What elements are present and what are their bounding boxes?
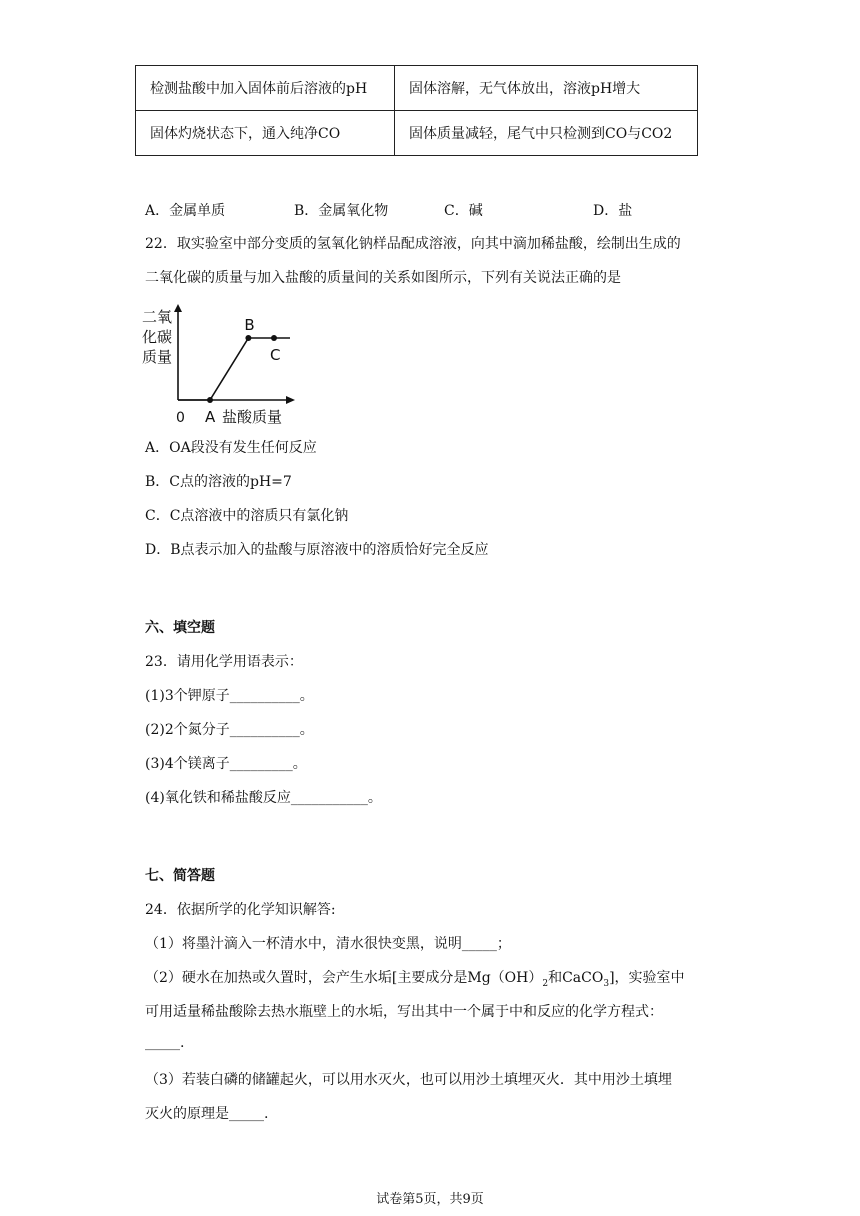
experiment-table [135,65,698,156]
q23-item-1: (1)3个钾原子__________。 [145,688,314,704]
section7-heading: 七、简答题 [145,868,215,884]
q22-option-a: A．OA段没有发生任何反应 [145,440,317,456]
origin-label: 0 [176,410,185,426]
x-axis-label: 盐酸质量 [222,408,283,426]
table-cell-result: 固体溶解，无气体放出，溶液pH增大 [395,66,698,111]
table-cell-test: 固体灼烧状态下，通入纯净CO [136,111,395,156]
q21-option-c: C．碱 [444,203,483,219]
point-b [245,335,251,341]
q23-item-4: (4)氧化铁和稀盐酸反应___________。 [145,790,382,806]
q24-part-3-line2: 灭火的原理是_____. [145,1106,269,1122]
table-row [136,66,698,111]
q23-item-2: (2)2个氮分子__________。 [145,722,314,738]
table-cell-result: 固体质量减轻，尾气中只检测到CO与CO2 [395,111,698,156]
point-c [271,335,277,341]
y-axis-label: 二氧 [142,308,173,326]
point-label-b: B [244,316,255,334]
q22-option-b: B．C点的溶液的pH=7 [145,474,292,490]
q24-part-3-line1: （3）若装白磷的储罐起火，可以用水灭火，也可以用沙土填埋灭火．其中用沙土填埋 [145,1072,672,1088]
q23-stem: 23．请用化学用语表示： [145,654,303,670]
point-label-c: C [270,346,281,364]
q24-part-1: （1）将墨汁滴入一杯清水中，清水很快变黑，说明_____； [145,936,511,952]
x-axis-arrow [286,396,295,404]
point-a [207,397,213,403]
q22-option-c: C．C点溶液中的溶质只有氯化钠 [145,508,349,524]
q24-part-2-line1 [145,967,685,989]
page-footer: 试卷第5页，共9页 [376,1192,484,1207]
q24-part-2-text: ]，实验室中 [609,970,685,986]
y-axis-arrow [174,304,182,312]
q24-part-2-line2: 可用适量稀盐酸除去热水瓶壁上的水垢，写出其中一个属于中和反应的化学方程式： [145,1004,663,1020]
table-row [136,111,698,156]
q24-stem: 24．依据所学的化学知识解答: [145,902,336,918]
y-axis-label: 化碳 [142,328,173,346]
q21-option-b: B．金属氧化物 [294,203,389,219]
q24-part-2-text: （2）硬水在加热或久置时，会产生水垢[主要成分是Mg（OH） [145,970,543,986]
q24-part-2-line3: _____. [145,1035,185,1051]
point-label-a: A [205,408,216,426]
q24-part-2-text: 和CaCO [548,970,604,986]
section6-heading: 六、填空题 [145,620,215,636]
q22-option-d: D．B点表示加入的盐酸与原溶液中的溶质恰好完全反应 [145,542,489,558]
q22-stem-line2: 二氧化碳的质量与加入盐酸的质量间的关系如图所示，下列有关说法正确的是 [145,270,621,286]
subscript: 3 [603,978,610,989]
q21-option-a: A．金属单质 [145,203,226,219]
q21-option-d: D．盐 [593,203,633,219]
q23-item-3: (3)4个镁离子_________。 [145,756,307,772]
q22-stem-line1: 22．取实验室中部分变质的氢氧化钠样品配成溶液，向其中滴加稀盐酸，绘制出生成的 [145,236,681,252]
table-cell-test: 检测盐酸中加入固体前后溶液的pH [136,66,395,111]
co2-hcl-chart [140,302,300,430]
y-axis-label: 质量 [142,348,173,366]
subscript: 2 [542,978,549,989]
